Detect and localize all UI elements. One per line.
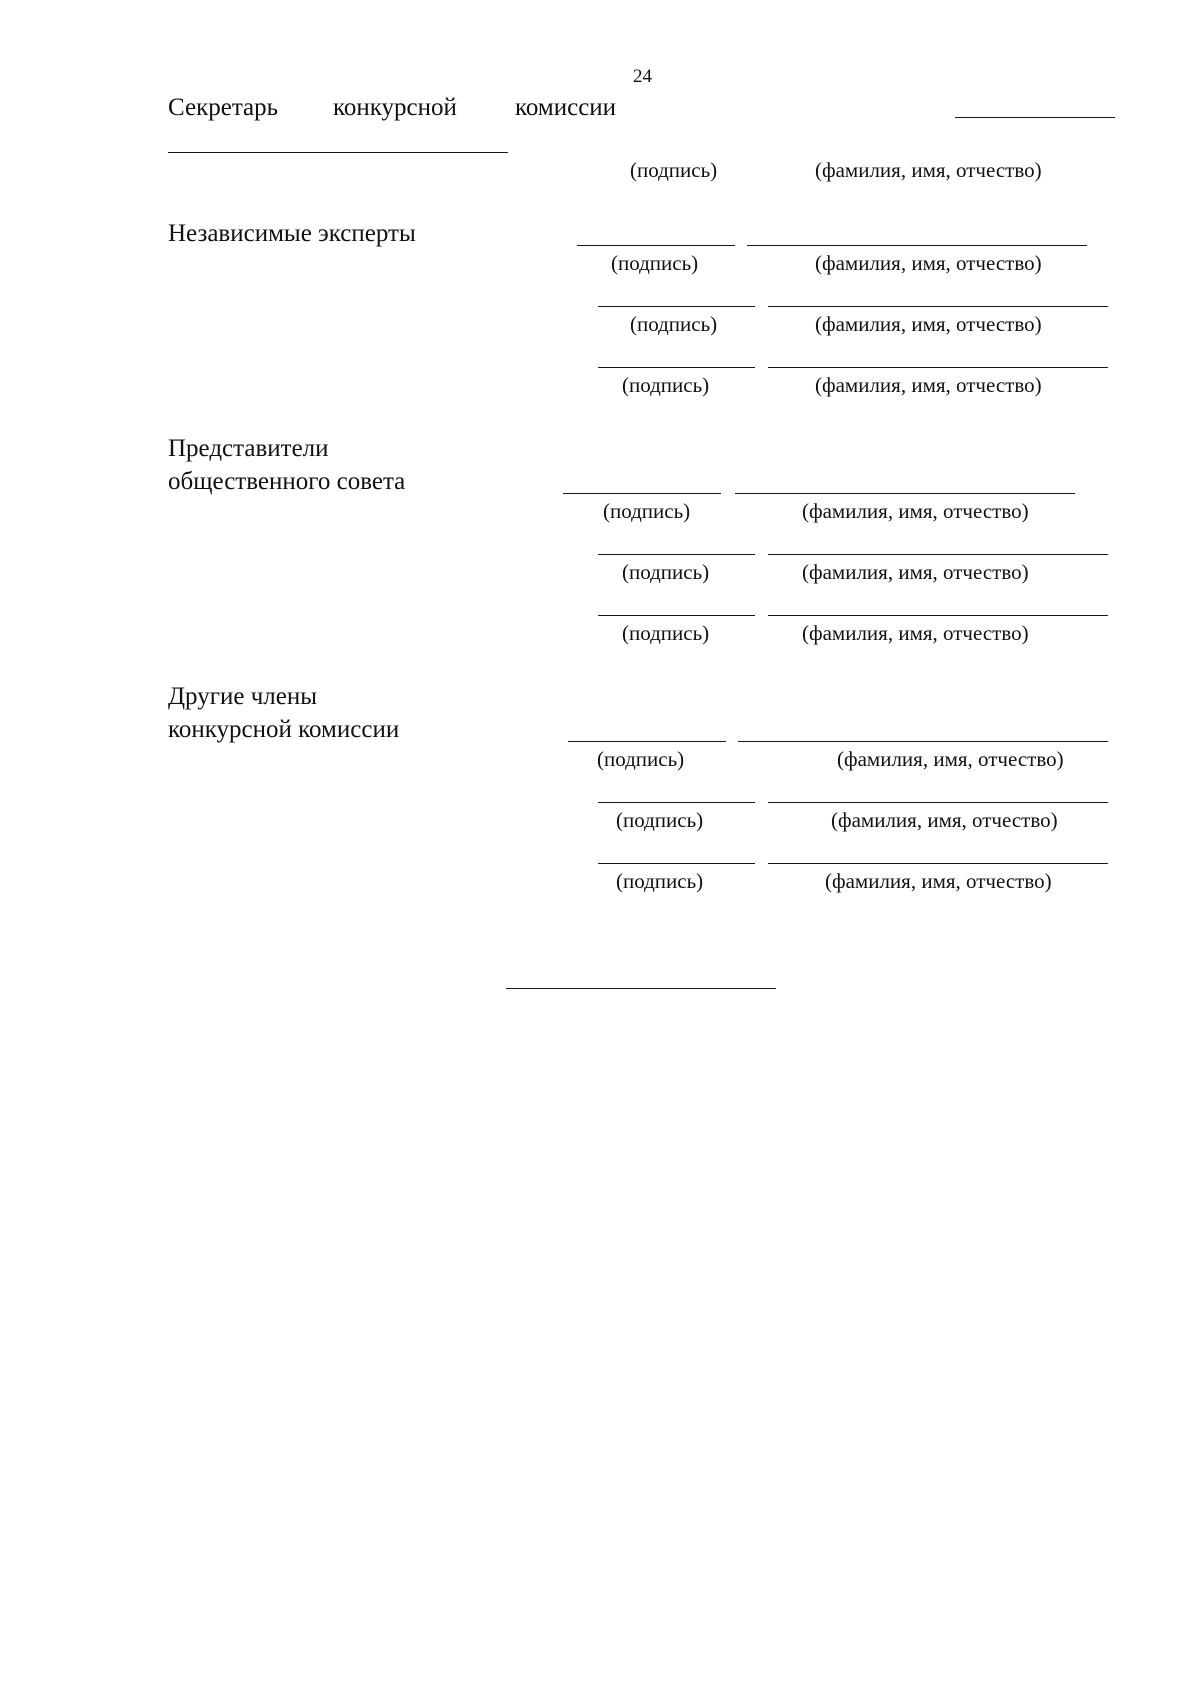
expert-1-name-line xyxy=(747,245,1087,246)
others-heading-line-1: Другие члены xyxy=(168,683,318,710)
expert-3-name-line xyxy=(768,367,1108,368)
experts-heading: Независимые эксперты xyxy=(168,220,416,247)
expert-2-name-caption: (фамилия, имя, отчество) xyxy=(815,312,1042,336)
expert-2-signature-line xyxy=(598,306,755,307)
closing-separator-line xyxy=(506,988,776,989)
council-heading-line-2: общественного совета xyxy=(168,468,406,495)
council-2-signature-line xyxy=(598,554,755,555)
council-2-name-caption: (фамилия, имя, отчество) xyxy=(802,560,1029,584)
council-3-name-caption: (фамилия, имя, отчество) xyxy=(802,621,1029,645)
expert-3-name-caption: (фамилия, имя, отчество) xyxy=(815,373,1042,397)
expert-3-signature-caption: (подпись) xyxy=(622,373,710,397)
expert-2-name-line xyxy=(768,306,1108,307)
council-3-signature-line xyxy=(598,615,755,616)
expert-1-signature-line xyxy=(577,245,735,246)
secretary-signature-caption: (подпись) xyxy=(630,158,718,182)
council-2-name-line xyxy=(768,554,1108,555)
council-heading-line-1: Представители xyxy=(168,435,329,462)
others-3-signature-line xyxy=(598,863,755,864)
council-1-signature-line xyxy=(563,493,721,494)
expert-3-signature-line xyxy=(598,367,755,368)
secretary-label-word-1: Секретарь xyxy=(168,94,279,121)
council-1-name-caption: (фамилия, имя, отчество) xyxy=(802,499,1029,523)
others-2-name-line xyxy=(768,802,1108,803)
council-3-name-line xyxy=(768,615,1108,616)
secretary-label-word-3: комиссии xyxy=(515,94,617,121)
others-2-signature-caption: (подпись) xyxy=(616,808,704,832)
council-3-signature-caption: (подпись) xyxy=(622,621,710,645)
council-1-name-line xyxy=(735,493,1075,494)
others-1-signature-line xyxy=(568,741,726,742)
others-1-signature-caption: (подпись) xyxy=(597,747,685,771)
secretary-signature-line xyxy=(955,117,1115,118)
others-1-name-caption: (фамилия, имя, отчество) xyxy=(837,747,1064,771)
others-3-signature-caption: (подпись) xyxy=(616,869,704,893)
secretary-label-word-2: конкурсной xyxy=(333,94,457,121)
others-3-name-caption: (фамилия, имя, отчество) xyxy=(825,869,1052,893)
council-1-signature-caption: (подпись) xyxy=(603,499,691,523)
secretary-name-line xyxy=(168,152,508,153)
council-2-signature-caption: (подпись) xyxy=(622,560,710,584)
secretary-name-caption: (фамилия, имя, отчество) xyxy=(815,158,1042,182)
others-heading-line-2: конкурсной комиссии xyxy=(168,716,400,743)
others-2-signature-line xyxy=(598,802,755,803)
others-1-name-line xyxy=(738,741,1108,742)
expert-1-name-caption: (фамилия, имя, отчество) xyxy=(815,251,1042,275)
expert-2-signature-caption: (подпись) xyxy=(630,312,718,336)
expert-1-signature-caption: (подпись) xyxy=(611,251,699,275)
others-2-name-caption: (фамилия, имя, отчество) xyxy=(831,808,1058,832)
page-number: 24 xyxy=(633,66,652,87)
others-3-name-line xyxy=(768,863,1108,864)
